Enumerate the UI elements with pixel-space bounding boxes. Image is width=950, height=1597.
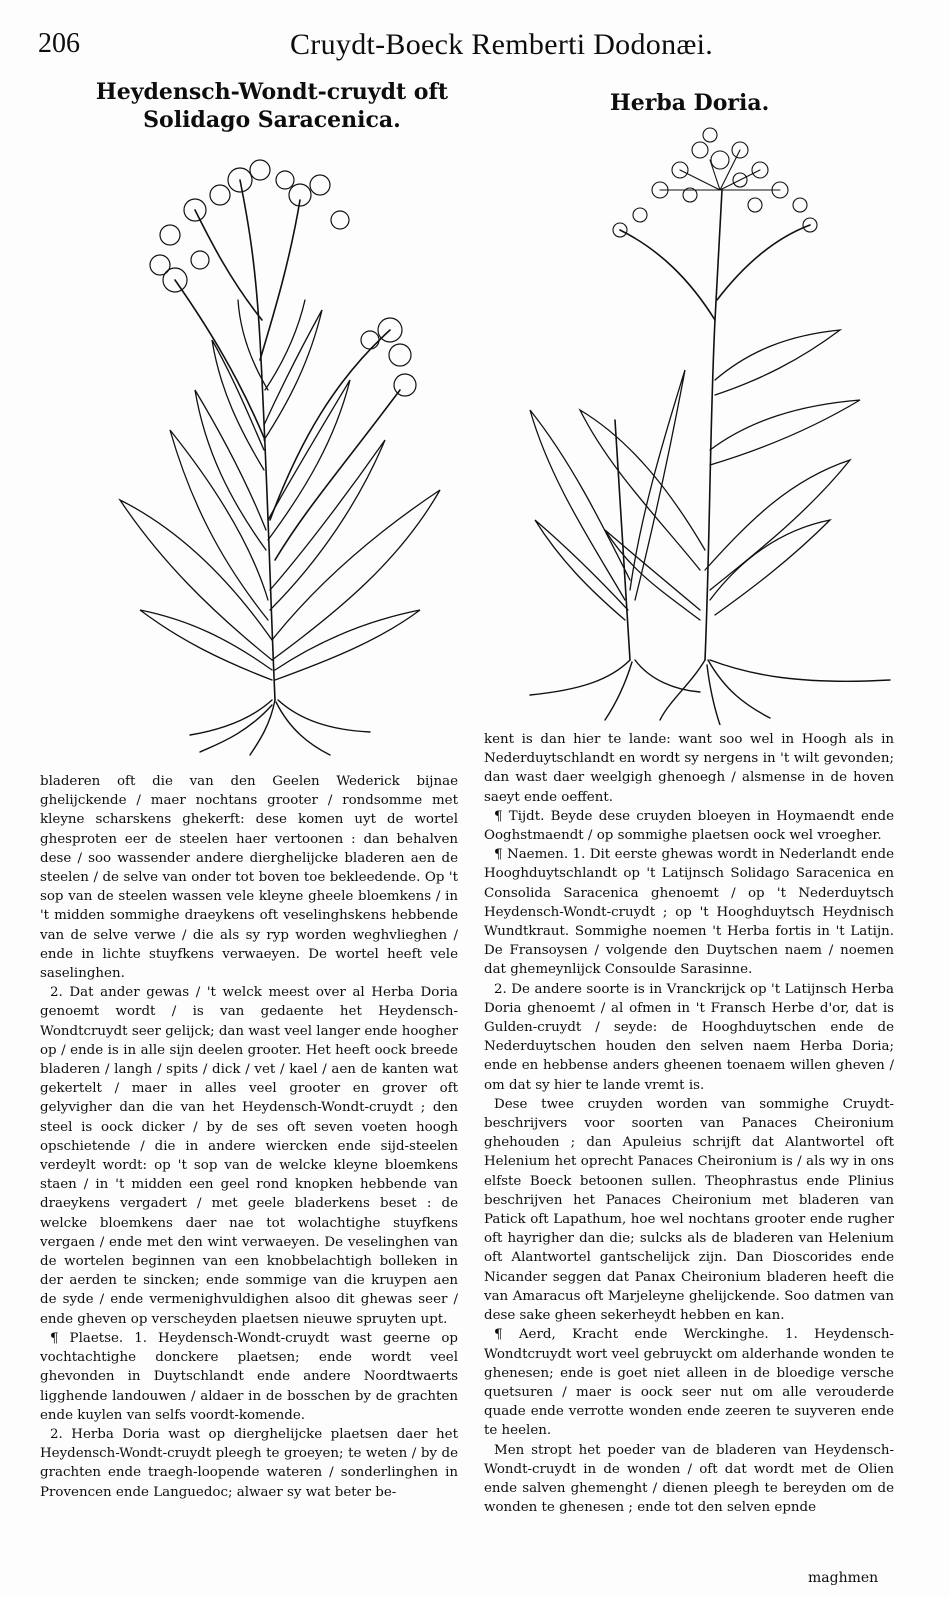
right-paragraph-3: ¶ Naemen. 1. Dit eerste ghewas wordt in Nederlandt ende Hooghduytschlandt op 't Latijnsch Solidago Saracenica en Consolida Saracenica ghenoemt / op 't Nederduytsch Heydensch-Wondt-cruydt ; op 't Hooghduytsch Heydnisch Wundtkraut. Sommighe noemen 't Herba fortis in 't Latijn. De Fransoysen / volgende den Duytschen naem / noemen dat ghemeynlijck Consoulde Sarasinne. [484, 847, 894, 978]
left-paragraph-1: bladeren oft die van den Geelen Wederick bijnae ghelijckende / maer nochtans grooter / rondsomme met kleyne scharskens ghekerft: dese komen uyt de wortel ghesproten eer de steelen haer vertoonen : dan behalven dese / soo wassender andere dierghelijcke bladeren aen de steelen / de selve van onder tot boven toe bekleedende. Op 't sop van de steelen wassen vele kleyne gheele bloemkens / in 't midden sommighe draeykens oft veselinghskens hebbende van de selve verwe / die als sy ryp worden weghvlieghen / ende in lichte stuyfkens verwaeyen. De wortel heeft vele saselinghen. [40, 774, 458, 982]
right-illustration-title: Herba Doria. [610, 90, 770, 116]
left-text-column [40, 772, 458, 1502]
right-paragraph-1: kent is dan hier te lande: want soo wel in Hoogh als in Nederduytschlandt en wordt sy nergens in 't wilt gevonden; dan wast daer weelgigh ghenoegh / alsmense in de hoven saeyt ende oeffent. [484, 732, 894, 805]
right-paragraph-7: Men stropt het poeder van de bladeren van Heydensch-Wondt-cruydt in de wonden / oft dat wordt met de Olien ende salven ghemenght / dienen pleegh te bereyden om de wonden te ghenesen ; ende tot den selven epnde [484, 1442, 894, 1516]
left-paragraph-2: 2. Dat ander gewas / 't welck meest over al Herba Doria genoemt wordt / is van gedaente het Heydensch-Wondtcruydt seer gelijck; dan wast veel langer ende hoogher op / ende is in alle sijn deelen grooter. Het heeft oock breede bladeren / langh / spits / dick / vet / kael / aen de kanten wat gekertelt / maer in alles veel grooter en grover oft gelyvigher dan die van het Heydensch-Wondt-cruydt ; den steel is oock dicker / by de ses oft seven voeten hoogh opschietende / die in andere wiercken ende sijd-steelen verdeylt wordt: op 't sop van de welcke kleyne bloemkens staen / in 't midden een geel rond knopken hebbende van draeykens vergadert / met geele bladerkens beset : de welcke bloemkens daer nae tot wolachtighe stuyfkens vergaen / ende met den wint verwaeyen. De veselinghen van de wortelen beginnen van een knobbelachtigh bolleken in der aerden te sincken; ende sommige van die kruypen aen de syde / ende vermenighvuldighen alsoo dit ghewas seer / ende gheven op verscheyden plaetsen nieuwe spruyten upt. [40, 985, 458, 1327]
left-paragraph-3: ¶ Plaetse. 1. Heydensch-Wondt-cruydt wast geerne op vochtachtighe donckere plaetsen; ende wordt veel ghevonden in Duytschlandt ende andere Noordtwaerts ligghende landouwen / aldaer in de bosschen by de grachten ende kuylen van selfs voordt-komende. [40, 1330, 458, 1423]
right-text-column [484, 730, 894, 1517]
page-number: 206 [38, 28, 80, 59]
left-paragraph-4: 2. Herba Doria wast op dierghelijcke plaetsen daer het Heydensch-Wondt-cruydt pleegh te groeyen; te weten / by de grachten ende traegh-loopende wateren / sonderlinghen in Provencen ende Languedoc; alwaer sy wat beter be- [40, 1426, 458, 1500]
solidago-woodcut-illustration [100, 140, 460, 760]
right-paragraph-2: ¶ Tijdt. Beyde dese cruyden bloeyen in Hoymaendt ende Ooghstmaendt / op sommighe plaetsen oock wel vroegher. [484, 808, 894, 844]
herba-doria-woodcut-illustration [510, 120, 900, 725]
right-paragraph-5: Dese twee cruyden worden van sommighe Cruydt-beschrijvers voor soorten van Panaces Cheironium ghehouden ; dan Apuleius schrijft dat Alantwortel oft Helenium het oprecht Panaces Cheironium is / als wy in ons elfste Boeck betoonen sullen. Theophrastus ende Plinius beschrijven het Panaces Cheironium met bladeren van Patick oft Lapathum, hoe wel nochtans grooter ende rugher oft hayrigher dan die; sulcks als de bladeren van Helenium oft Alantwortel gantschelijck zijn. Dan Dioscorides ende Nicander seggen dat Panax Cheironium bladeren heeft die van Amaracus oft Marjeleyne ghelijckende. Soo datmen van dese sake gheen sekerheydt hebben en kan. [484, 1096, 894, 1324]
catchword: maghmen [808, 1570, 879, 1586]
right-paragraph-4: 2. De andere soorte is in Vranckrijck op 't Latijnsch Herba Doria ghenoemt / al ofmen in 't Fransch Herbe d'or, dat is Gulden-cruydt / seyde: de Hooghduytschen ende de Nederduytschen houden den selven naem Herba Doria; ende en hebbense anders gheenen toenaem willen gheven / om dat sy hier te lande vremt is. [484, 981, 894, 1093]
running-head: Cruydt-Boeck Remberti Dodonæi. [290, 28, 714, 61]
right-paragraph-6: ¶ Aerd, Kracht ende Werckinghe. 1. Heydensch-Wondtcruydt wort veel gebruyckt om alderhande wonden te ghenesen; ende is goet niet alleen in de bloedige versche quetsuren / maer is oock seer nut om alle verouderde quade ende verrotte wonden ende zeeren te suyveren ende te heelen. [484, 1327, 894, 1439]
left-illustration-title: Heydensch-Wondt-cruydt oft Solidago Saracenica. [95, 79, 449, 133]
